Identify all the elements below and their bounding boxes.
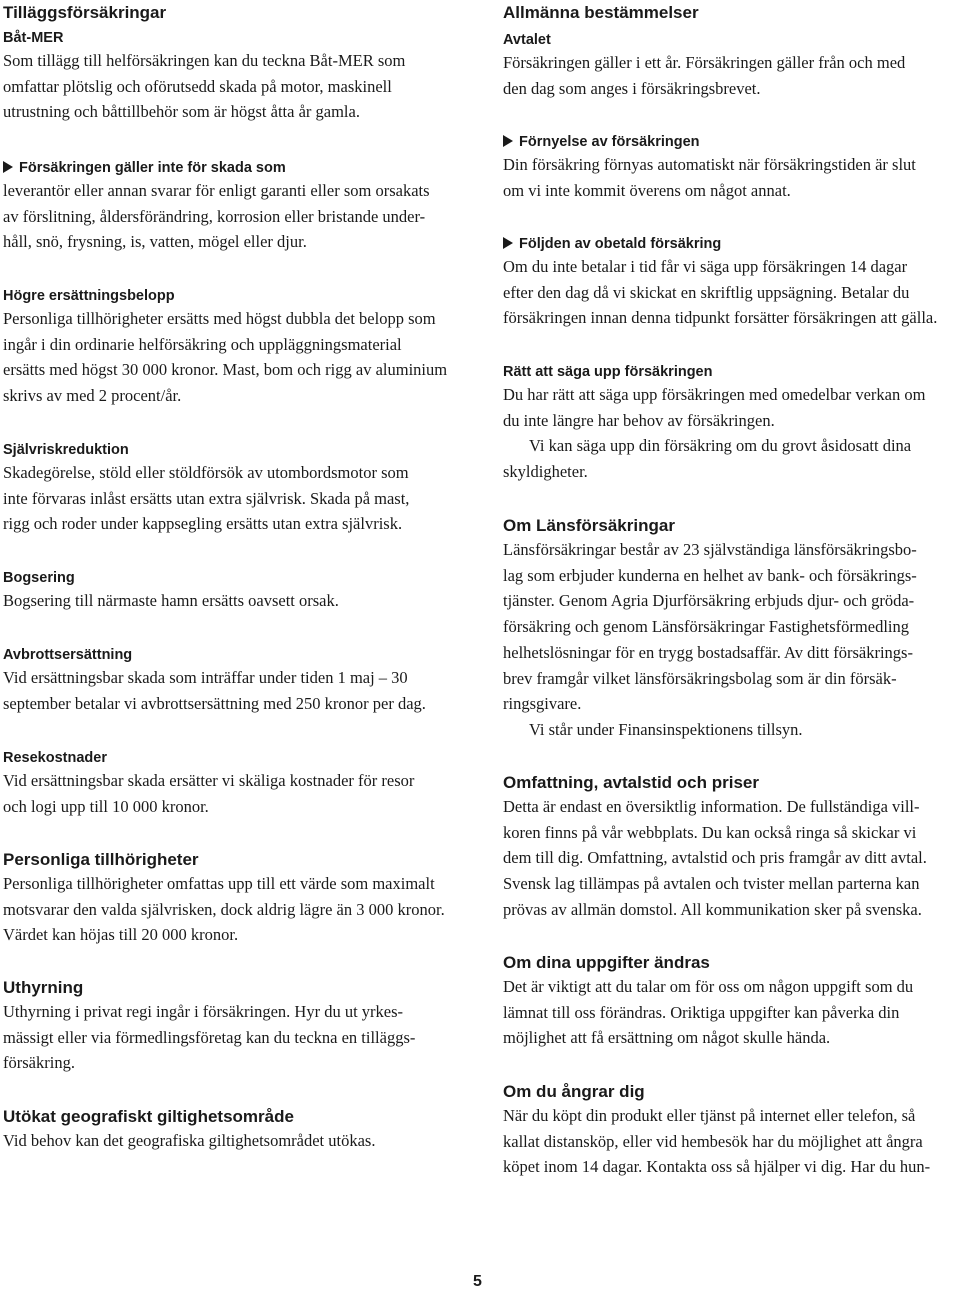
section-angrar	[503, 1081, 960, 1180]
text-line: motsvarar den valda självrisken, dock aldrig lägre än 3 000 kronor.	[3, 899, 445, 919]
text-line: leverantör eller annan svarar för enligt garanti eller som orsakats	[3, 181, 430, 200]
tillagg-heading: Tilläggsförsäkringar	[3, 3, 167, 22]
text-line: Värdet kan höjas till 20 000 kronor.	[3, 925, 239, 945]
text-line: rigg och roder under kappsegling ersätts utan extra självrisk.	[3, 514, 403, 534]
utokat-heading: Utökat geografiskt giltighetsområde	[3, 1107, 294, 1126]
section-foljden	[503, 234, 960, 331]
angrar-heading: Om du ångrar dig	[503, 1082, 645, 1101]
text-line: Som tillägg till helförsäkringen kan du teckna Båt-MER som	[3, 51, 406, 70]
section-hogre	[3, 286, 467, 409]
text-line: Svensk lag tillämpas på avtalen och tvister mellan parterna kan	[503, 874, 920, 894]
text-line: Det är viktigt att du talar om för oss om någon uppgift som du	[503, 977, 914, 996]
ratt-heading: Rätt att säga upp försäkringen	[503, 364, 713, 380]
text-line: Detta är endast en översiktlig information. De fullständiga vill-	[503, 797, 920, 816]
text-line: möjlighet att få ersättning om något skulle hända.	[503, 1028, 831, 1048]
bogsering-text	[3, 588, 467, 614]
text-line: brev framgår vilket länsförsäkringsbolag som är din försäk-	[503, 668, 897, 688]
text-line: håll, snö, frysning, is, vatten, mögel eller djur.	[3, 232, 307, 252]
text-line: Länsförsäkringar består av 23 självständiga länsförsäkringsbo-	[503, 540, 917, 559]
arrow-right-icon	[503, 237, 513, 249]
text-line: mässigt eller via förmedlingsföretag kan du teckna en tilläggs-	[3, 1027, 416, 1047]
text-line: skyldigheter.	[503, 462, 588, 482]
text-line: september betalar vi avbrottsersättning med 250 kronor per dag.	[3, 693, 426, 713]
avbrott-text	[3, 665, 467, 716]
text-line: helhetslösningar för en trygg bostadsaffär. Av ditt försäkrings-	[503, 642, 913, 662]
text-line: Vid behov kan det geografiska giltighetsområdet utökas.	[3, 1131, 376, 1150]
batmer-heading: Båt-MER	[3, 30, 64, 46]
fornyelse-heading	[503, 132, 960, 152]
text-line: försäkring och genom Länsförsäkringar Fastighetsförmedling	[503, 617, 909, 637]
omfattning-text	[503, 794, 960, 923]
text-line: Försäkringen gäller i ett år. Försäkringen gäller från och med	[503, 53, 906, 72]
text-line: Du har rätt att säga upp försäkringen med omedelbar verkan om	[503, 385, 926, 404]
text-line: Vi står under Finansinspektionens tillsyn.	[529, 719, 803, 739]
text-line: omfattar plötslig och oförutsedd skada på motor, maskinell	[3, 76, 392, 96]
text-line: ersätts med högst 30 000 kronor. Mast, bom och rigg av aluminium	[3, 360, 448, 380]
text-line: Vid ersättningsbar skada ersätter vi skäliga kostnader för resor	[3, 771, 415, 790]
section-tillagg	[3, 2, 467, 125]
sjalvrisk-text	[3, 460, 467, 537]
text-line: Personliga tillhörigheter omfattas upp till ett värde som maximalt	[3, 874, 435, 893]
om-lans-heading: Om Länsförsäkringar	[503, 516, 675, 535]
text-line: försäkringen innan denna tidpunkt forsätter försäkringen att gälla.	[503, 308, 938, 328]
uthyrning-text	[3, 999, 467, 1076]
text-line: ringsgivare.	[503, 694, 582, 714]
section-om-lans	[503, 515, 960, 743]
text-line: lämnat till oss förändras. Oriktiga uppgifter kan påverka din	[503, 1002, 900, 1022]
angrar-text	[503, 1103, 960, 1180]
text-line: Uthyrning i privat regi ingår i försäkringen. Hyr du ut yrkes-	[3, 1002, 404, 1021]
ratt-text-2	[503, 433, 960, 484]
utokat-text	[3, 1128, 467, 1154]
uthyrning-heading: Uthyrning	[3, 978, 84, 997]
galler-text	[3, 178, 467, 255]
text-line: av förslitning, åldersförändring, korrosion eller bristande under-	[3, 206, 426, 226]
section-uthyrning	[3, 977, 467, 1076]
text-line: försäkring.	[3, 1053, 75, 1073]
section-allmanna	[503, 2, 960, 101]
section-omfattning	[503, 772, 960, 923]
text-line: koren finns på vår webbplats. Du kan också ringa så skickar vi	[503, 822, 917, 842]
section-utokat	[3, 1106, 467, 1154]
text-line: lag som erbjuder kunderna en helhet av bank- och försäkrings-	[503, 565, 917, 585]
section-uppgifter	[503, 952, 960, 1051]
avtalet-heading: Avtalet	[503, 32, 551, 48]
section-personliga	[3, 849, 467, 948]
text-line: och logi upp till 10 000 kronor.	[3, 796, 209, 816]
text-line: utrustning och båttillbehör som är högst åtta år gamla.	[3, 102, 360, 122]
avtalet-text	[503, 50, 960, 101]
section-sjalvrisk	[3, 440, 467, 537]
text-line: inte förvaras inlåst ersätts utan extra självrisk. Skada på mast,	[3, 488, 410, 508]
personliga-heading: Personliga tillhörigheter	[3, 850, 199, 869]
text-line: ingår i din ordinarie helförsäkring och uppläggningsmaterial	[3, 334, 402, 354]
foljden-heading-text: Följden av obetald försäkring	[519, 236, 722, 252]
text-line: efter den dag då vi skickat en skriftlig uppsägning. Betalar du	[503, 282, 910, 302]
text-line: Din försäkring förnyas automatiskt när försäkringstiden är slut	[503, 155, 916, 174]
hogre-heading: Högre ersättningsbelopp	[3, 288, 175, 304]
text-line: den dag som anges i försäkringsbrevet.	[503, 78, 761, 98]
section-avbrott	[3, 645, 467, 716]
page-number: 5	[473, 1273, 482, 1290]
bogsering-heading: Bogsering	[3, 570, 75, 586]
section-rese	[3, 748, 467, 819]
arrow-right-icon	[503, 135, 513, 147]
text-line: skrivs av med 2 procent/år.	[3, 386, 182, 406]
ratt-text	[503, 382, 960, 433]
rese-heading: Resekostnader	[3, 750, 107, 766]
text-line: När du köpt din produkt eller tjänst på internet eller telefon, så	[503, 1106, 916, 1125]
personliga-text	[3, 871, 467, 948]
text-line: Vi kan säga upp din försäkring om du grovt åsidosatt dina	[529, 436, 912, 456]
text-line: prövas av allmän domstol. All kommunikation sker på svenska.	[503, 899, 922, 919]
text-line: om vi inte kommit överens om något annat.	[503, 180, 791, 200]
uppgifter-heading: Om dina uppgifter ändras	[503, 953, 710, 972]
text-line: tjänster. Genom Agria Djurförsäkring erbjuds djur- och gröda-	[503, 591, 915, 611]
foljden-text	[503, 254, 960, 331]
fornyelse-text	[503, 152, 960, 203]
om-lans-text	[503, 537, 960, 717]
om-lans-text-2	[503, 717, 960, 743]
text-line: dem till dig. Omfattning, avtalstid och pris framgår av ditt avtal.	[503, 848, 927, 868]
text-line: köpet inom 14 dagar. Kontakta oss så hjälper vi dig. Har du hun-	[503, 1157, 931, 1177]
fornyelse-heading-text: Förnyelse av försäkringen	[519, 134, 700, 150]
arrow-right-icon	[3, 161, 13, 173]
allmanna-heading: Allmänna bestämmelser	[503, 3, 699, 22]
section-galler	[3, 158, 467, 255]
section-fornyelse	[503, 132, 960, 203]
omfattning-heading: Omfattning, avtalstid och priser	[503, 773, 759, 792]
sjalvrisk-heading: Självriskreduktion	[3, 442, 129, 458]
section-ratt	[503, 362, 960, 485]
batmer-text	[3, 48, 467, 125]
galler-heading-text: Försäkringen gäller inte för skada som	[19, 160, 286, 176]
text-line: du inte längre har behov av försäkringen.	[503, 410, 775, 430]
section-bogsering	[3, 568, 467, 614]
hogre-text	[3, 306, 467, 409]
rese-text	[3, 768, 467, 819]
text-line: Bogsering till närmaste hamn ersätts oavsett orsak.	[3, 591, 339, 610]
text-line: Vid ersättningsbar skada som inträffar under tiden 1 maj – 30	[3, 668, 408, 687]
galler-heading	[3, 158, 467, 178]
text-line: Skadegörelse, stöld eller stöldförsök av utombordsmotor som	[3, 463, 409, 482]
text-line: Personliga tillhörigheter ersätts med högst dubbla det belopp som	[3, 309, 436, 328]
uppgifter-text	[503, 974, 960, 1051]
avbrott-heading: Avbrottsersättning	[3, 647, 133, 663]
text-line: Om du inte betalar i tid får vi säga upp försäkringen 14 dagar	[503, 257, 908, 276]
text-line: kallat distansköp, eller vid hembesök har du möjlighet att ångra	[503, 1131, 923, 1151]
foljden-heading	[503, 234, 960, 254]
